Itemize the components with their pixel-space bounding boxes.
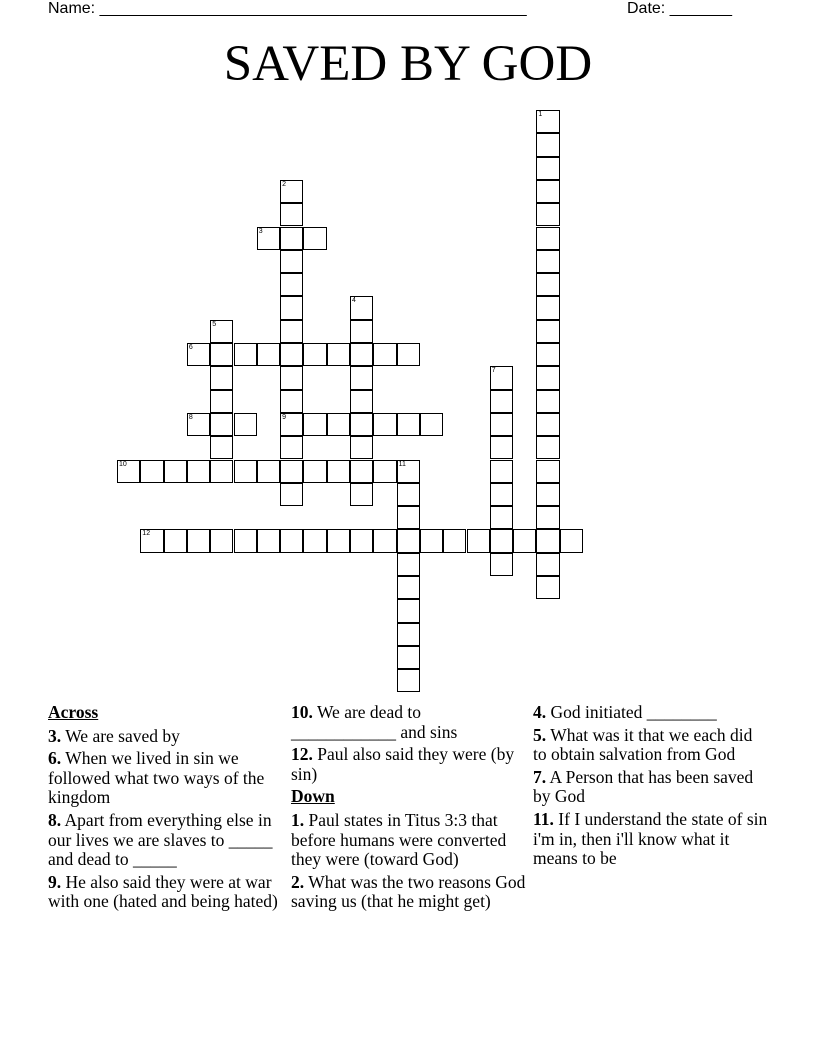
grid-cell[interactable] xyxy=(280,529,303,552)
grid-cell[interactable] xyxy=(350,343,373,366)
clue-text: We are dead to ____________ and sins xyxy=(291,702,458,742)
grid-cell[interactable] xyxy=(536,203,559,226)
clue-text: We are saved by xyxy=(65,725,180,746)
grid-cell-number: 8 xyxy=(188,413,193,421)
grid-cell[interactable] xyxy=(536,157,559,180)
grid-cell[interactable] xyxy=(397,646,420,669)
clue-number: 6. xyxy=(48,748,62,769)
clue-text: If I understand the state of sin i'm in, then i'll know what it means to be xyxy=(533,808,768,869)
grid-cell[interactable] xyxy=(187,460,210,483)
grid-cell[interactable] xyxy=(373,413,396,436)
grid-cell[interactable] xyxy=(210,320,233,343)
grid-cell[interactable] xyxy=(490,390,513,413)
grid-cell-number: 9 xyxy=(282,413,286,421)
grid-cell[interactable] xyxy=(536,343,559,366)
clue-down-7 xyxy=(533,768,769,807)
down-heading: Down xyxy=(291,786,335,807)
grid-cell[interactable] xyxy=(397,483,420,506)
grid-cell[interactable] xyxy=(536,227,559,250)
clue-number: 4. xyxy=(533,702,547,722)
grid-cell[interactable] xyxy=(257,529,280,552)
clue-text: What was it that we each did to obtain salvation from God xyxy=(533,724,753,765)
grid-cell[interactable] xyxy=(303,413,326,436)
grid-cell[interactable] xyxy=(373,343,396,366)
clue-column-1 xyxy=(48,703,280,915)
clue-across-6 xyxy=(48,749,280,808)
grid-cell[interactable] xyxy=(397,506,420,529)
grid-cell[interactable] xyxy=(490,553,513,576)
grid-cell[interactable] xyxy=(187,529,210,552)
grid-cell[interactable] xyxy=(397,599,420,622)
clue-across-12 xyxy=(291,745,527,784)
clue-text: A Person that has been saved by God xyxy=(533,766,754,807)
grid-cell[interactable] xyxy=(327,460,350,483)
clue-number: 11. xyxy=(533,808,554,829)
clue-text: Paul states in Titus 3:3 that before humans were converted they were (toward God) xyxy=(291,809,507,870)
grid-cell[interactable] xyxy=(536,576,559,599)
grid-cell[interactable] xyxy=(373,460,396,483)
grid-cell-number: 1 xyxy=(538,111,543,118)
name-field-label: Name: ________________________________________________ xyxy=(48,0,527,17)
clue-down-5 xyxy=(533,726,769,765)
grid-cell-number: 12 xyxy=(142,530,151,538)
grid-cell[interactable] xyxy=(490,483,513,506)
grid-cell[interactable] xyxy=(536,180,559,203)
grid-cell[interactable] xyxy=(210,436,233,459)
grid-cell[interactable] xyxy=(467,529,490,552)
grid-cell[interactable] xyxy=(234,343,257,366)
grid-cell[interactable] xyxy=(280,390,303,413)
grid-cell[interactable] xyxy=(117,460,140,483)
grid-cell[interactable] xyxy=(350,320,373,343)
clue-number: 8. xyxy=(48,809,62,830)
grid-cell[interactable] xyxy=(210,413,233,436)
clue-text: Apart from everything else in our lives we are slaves to _____ and dead to _____ xyxy=(48,809,273,870)
grid-cell[interactable] xyxy=(490,413,513,436)
grid-cell[interactable] xyxy=(420,413,443,436)
grid-cell[interactable] xyxy=(280,273,303,296)
grid-cell[interactable] xyxy=(536,529,559,552)
grid-cell[interactable] xyxy=(513,529,536,552)
grid-cell[interactable] xyxy=(280,413,303,436)
grid-cell[interactable] xyxy=(210,343,233,366)
grid-cell[interactable] xyxy=(536,506,559,529)
clue-text: God initiated ________ xyxy=(550,702,717,722)
grid-cell[interactable] xyxy=(140,529,163,552)
grid-cell[interactable] xyxy=(373,529,396,552)
clue-text: When we lived in sin we followed what two ways of the kingdom xyxy=(48,748,265,808)
grid-cell[interactable] xyxy=(536,436,559,459)
clue-column-3 xyxy=(533,703,769,872)
clue-number: 1. xyxy=(291,809,305,830)
clue-number: 3. xyxy=(48,725,62,746)
grid-cell[interactable] xyxy=(490,460,513,483)
grid-cell[interactable] xyxy=(490,436,513,459)
grid-cell[interactable] xyxy=(280,203,303,226)
grid-cell[interactable] xyxy=(420,529,443,552)
grid-cell[interactable] xyxy=(350,366,373,389)
grid-cell[interactable] xyxy=(303,343,326,366)
grid-cell[interactable] xyxy=(536,110,559,133)
clue-text: Paul also said they were (by sin) xyxy=(291,744,515,784)
grid-cell[interactable] xyxy=(397,576,420,599)
grid-cell-number: 5 xyxy=(212,320,217,328)
grid-cell[interactable] xyxy=(397,669,420,692)
grid-cell[interactable] xyxy=(303,227,326,250)
clue-number: 7. xyxy=(533,766,547,787)
grid-cell[interactable] xyxy=(327,343,350,366)
grid-cell-number: 4 xyxy=(352,297,356,305)
grid-cell[interactable] xyxy=(490,506,513,529)
grid-cell[interactable] xyxy=(536,133,559,156)
grid-cell[interactable] xyxy=(397,343,420,366)
grid-cell[interactable] xyxy=(397,413,420,436)
grid-cell[interactable] xyxy=(443,529,466,552)
grid-cell[interactable] xyxy=(536,483,559,506)
grid-cell[interactable] xyxy=(257,227,280,250)
grid-cell[interactable] xyxy=(210,529,233,552)
grid-cell[interactable] xyxy=(303,529,326,552)
clue-number: 10. xyxy=(291,702,313,722)
grid-cell[interactable] xyxy=(397,460,420,483)
grid-cell[interactable] xyxy=(327,413,350,436)
grid-cell[interactable] xyxy=(187,343,210,366)
grid-cell[interactable] xyxy=(536,320,559,343)
grid-cell[interactable] xyxy=(234,529,257,552)
grid-cell[interactable] xyxy=(560,529,583,552)
grid-cell[interactable] xyxy=(280,320,303,343)
grid-cell[interactable] xyxy=(280,460,303,483)
clue-number: 5. xyxy=(533,724,547,745)
grid-cell[interactable] xyxy=(280,483,303,506)
date-field-label: Date: _______ xyxy=(627,0,732,17)
grid-cell[interactable] xyxy=(280,180,303,203)
grid-cell[interactable] xyxy=(234,413,257,436)
grid-cell[interactable] xyxy=(280,227,303,250)
grid-cell[interactable] xyxy=(210,460,233,483)
clue-down-11 xyxy=(533,810,769,869)
grid-cell[interactable] xyxy=(350,529,373,552)
grid-cell[interactable] xyxy=(327,529,350,552)
clue-down-1 xyxy=(291,811,527,870)
grid-cell[interactable] xyxy=(397,529,420,552)
grid-cell[interactable] xyxy=(536,413,559,436)
grid-cell[interactable] xyxy=(350,390,373,413)
grid-cell[interactable] xyxy=(536,250,559,273)
grid-cell[interactable] xyxy=(257,460,280,483)
grid-cell[interactable] xyxy=(350,296,373,319)
grid-cell[interactable] xyxy=(164,529,187,552)
grid-cell[interactable] xyxy=(397,623,420,646)
grid-cell-number: 7 xyxy=(491,367,496,375)
grid-cell[interactable] xyxy=(280,366,303,389)
across-heading: Across xyxy=(48,702,99,722)
grid-cell[interactable] xyxy=(350,413,373,436)
grid-cell-number: 11 xyxy=(398,460,406,468)
grid-cell[interactable] xyxy=(350,436,373,459)
grid-cell[interactable] xyxy=(350,483,373,506)
grid-cell-number: 3 xyxy=(258,227,263,235)
grid-cell[interactable] xyxy=(536,460,559,483)
grid-cell[interactable] xyxy=(536,366,559,389)
grid-cell[interactable] xyxy=(280,296,303,319)
grid-cell[interactable] xyxy=(536,296,559,319)
grid-cell[interactable] xyxy=(350,460,373,483)
grid-cell[interactable] xyxy=(280,436,303,459)
clue-text: What was the two reasons God saving us (that he might get) xyxy=(291,871,526,912)
clue-across-10 xyxy=(291,703,527,742)
clue-across-8 xyxy=(48,811,280,870)
grid-cell[interactable] xyxy=(490,366,513,389)
grid-cell[interactable] xyxy=(536,553,559,576)
grid-cell-number: 10 xyxy=(119,460,127,468)
clue-number: 12. xyxy=(291,744,313,765)
grid-cell[interactable] xyxy=(164,460,187,483)
grid-cell[interactable] xyxy=(234,460,257,483)
grid-cell[interactable] xyxy=(280,343,303,366)
clue-text: He also said they were at war with one (hated and being hated) xyxy=(48,871,278,912)
grid-cell[interactable] xyxy=(187,413,210,436)
grid-cell[interactable] xyxy=(536,390,559,413)
clue-column-2 xyxy=(291,703,527,915)
clue-across-9 xyxy=(48,873,280,912)
grid-cell[interactable] xyxy=(140,460,163,483)
clue-across-3 xyxy=(48,727,280,747)
clue-down-4 xyxy=(533,703,769,723)
grid-cell[interactable] xyxy=(536,273,559,296)
puzzle-title: SAVED BY GOD xyxy=(223,36,593,92)
grid-cell[interactable] xyxy=(257,343,280,366)
grid-cell[interactable] xyxy=(397,553,420,576)
grid-cell-number: 2 xyxy=(282,180,286,188)
clue-number: 9. xyxy=(48,871,62,892)
grid-cell[interactable] xyxy=(490,529,513,552)
grid-cell-number: 6 xyxy=(188,344,193,351)
grid-cell[interactable] xyxy=(210,390,233,413)
grid-cell[interactable] xyxy=(210,366,233,389)
clue-number: 2. xyxy=(291,871,305,892)
grid-cell[interactable] xyxy=(280,250,303,273)
clue-down-2 xyxy=(291,873,527,912)
grid-cell[interactable] xyxy=(303,460,326,483)
